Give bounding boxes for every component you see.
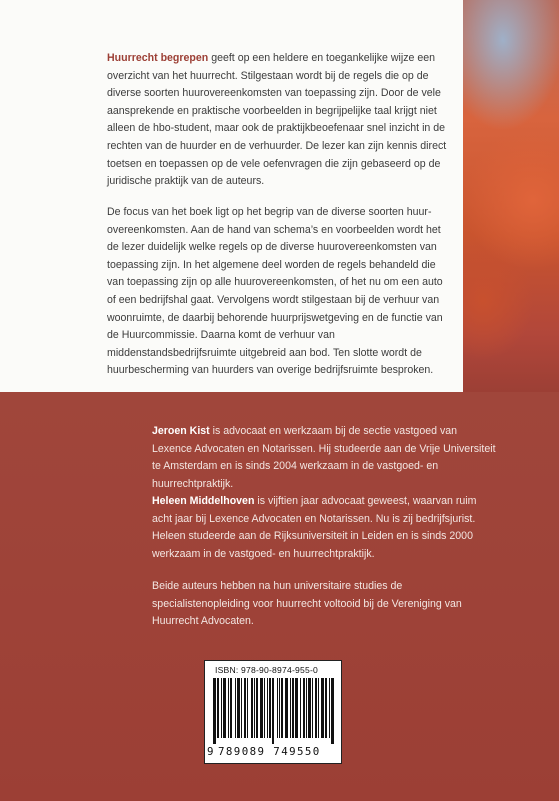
blurb-paragraph-1 xyxy=(107,50,447,191)
barcode-bar xyxy=(322,678,323,738)
author-name-1: Jeroen Kist xyxy=(152,425,210,437)
barcode-bar xyxy=(244,678,245,738)
isbn-label: ISBN: 978-90-8974-955-0 xyxy=(215,665,319,675)
barcode-bar xyxy=(254,678,255,738)
barcode-box xyxy=(204,660,342,764)
barcode-bar xyxy=(333,678,334,744)
barcode-bar xyxy=(218,678,219,738)
barcode-bar xyxy=(235,678,236,738)
barcode-bar xyxy=(304,678,305,738)
barcode-bar xyxy=(231,678,232,738)
barcode-bar xyxy=(323,678,324,738)
barcode-bar xyxy=(300,678,301,738)
barcode-bar xyxy=(296,678,297,738)
barcode-bar xyxy=(225,678,226,738)
barcode-bar xyxy=(297,678,298,738)
blurb-panel xyxy=(0,0,463,392)
barcode-bar xyxy=(310,678,311,738)
author-name-2: Heleen Middelhoven xyxy=(152,495,255,507)
author-bio-2-text: is vijftien jaar advocaat geweest, waarvan ruim acht jaar bij Lexence Advocaten en Notarissen. Nu is zij bedrijfsjurist. Heleen studeerde aan de Rijksuniversiteit in Leiden en is sinds 2000 werkzaam in de vastgoed- en huurrechtpraktijk. xyxy=(152,495,477,560)
barcode-bar xyxy=(262,678,263,738)
barcode-bar xyxy=(247,678,248,738)
barcode-bar xyxy=(230,678,231,738)
barcode-bar xyxy=(245,678,246,738)
barcode-bar xyxy=(308,678,309,738)
barcode-bar xyxy=(282,678,283,738)
barcode-bar xyxy=(214,678,215,744)
barcode-bar xyxy=(303,678,304,738)
barcode-bar xyxy=(279,678,280,738)
barcode-bar xyxy=(215,678,216,744)
barcode-bar xyxy=(316,678,317,738)
barcode-bar xyxy=(277,678,278,738)
barcode-bar xyxy=(315,678,316,738)
barcode-bar xyxy=(267,678,268,738)
barcode-bar xyxy=(329,678,330,738)
barcode-bar xyxy=(221,678,222,738)
barcode-bar xyxy=(228,678,229,738)
barcode-bar xyxy=(290,678,291,738)
barcode-bar xyxy=(224,678,225,738)
barcode-bar xyxy=(256,678,257,738)
cover-photo-strip xyxy=(463,0,559,392)
blurb-paragraph-1-text: geeft op een heldere en toegankelijke wijze een overzicht van het huurrecht. Stilgestaan wordt bij de regels die op de diverse soorten huurovereenkomsten van toepassing zijn. Door de vele aansprekende en praktische voorbeelden in begrijpelijke taal krijgt niet alleen de hbo-student, maar ook de praktijkbeoefenaar snel inzicht in de rechten van de huurder en de verhuurder. De lezer kan zijn kennis direct toetsen en toepassen op de vele oefenvragen die zijn gebaseerd op de juridische praktijk van de auteurs. xyxy=(107,52,447,188)
barcode-first-digit: 9 xyxy=(207,745,215,758)
barcode-bar xyxy=(238,678,239,738)
barcode-bar xyxy=(293,678,294,738)
barcode-bar xyxy=(269,678,270,738)
barcode-bar xyxy=(287,678,288,738)
blurb-paragraph-2: De focus van het boek ligt op het begrip van de diverse soorten huur-overeenkomsten. Aan de hand van schema’s en voorbeelden wordt het de lezer duidelijk welke regels op de diverse huurovereenkomsten van toepassing zijn. In het algemene deel worden de regels behandeld die van toepassing zijn op alle huurovereenkomsten, of het nu om een auto of een bedrijfshal gaat. Vervolgens wordt stilgestaan bij de verhuur van woonruimte, de daarbij behorende huurprijswetgeving en de functie van de Huurcommissie. Daarna komt de verhuur van middenstandsbedrijfsruimte uitgebreid aan bod. Ten slotte wordt de huurbescherming van huurders van overige bedrijfsruimte besproken. xyxy=(107,206,443,377)
barcode-image xyxy=(213,678,335,744)
barcode-bar xyxy=(332,678,333,744)
barcode-bar xyxy=(321,678,322,738)
barcode-bar xyxy=(270,678,271,738)
barcode-bar xyxy=(325,678,326,738)
book-title-lead: Huurrecht begrepen xyxy=(107,52,209,64)
barcode-bar xyxy=(318,678,319,738)
barcode-bar xyxy=(213,678,214,744)
barcode-bar xyxy=(292,678,293,738)
authors-closing-note: Beide auteurs hebben na hun universitaire studies de specialistenopleiding voor huurrecht voltooid bij de Vereniging van Huurrecht Advocaten. xyxy=(152,580,462,628)
barcode-bar xyxy=(295,678,296,738)
barcode-bar xyxy=(331,678,332,744)
barcode-bar xyxy=(306,678,307,738)
barcode-bar xyxy=(241,678,242,738)
barcode-bar xyxy=(261,678,262,738)
barcode-bar xyxy=(326,678,327,738)
barcode-bar xyxy=(264,678,265,738)
barcode-bar xyxy=(309,678,310,738)
barcode-bar xyxy=(273,678,274,744)
barcode-bar xyxy=(251,678,252,738)
barcode-bar xyxy=(257,678,258,738)
barcode-bar xyxy=(260,678,261,738)
barcode-bar xyxy=(281,678,282,738)
barcode-bar xyxy=(272,678,273,744)
barcode-bar xyxy=(237,678,238,738)
barcode-bar xyxy=(312,678,313,738)
barcode-bar xyxy=(252,678,253,738)
barcode-bar xyxy=(223,678,224,738)
barcode-bar xyxy=(217,678,218,738)
barcode-bar xyxy=(239,678,240,738)
barcode-bar xyxy=(286,678,287,738)
author-bio-2 xyxy=(152,493,497,563)
author-bio-1 xyxy=(152,423,497,493)
barcode-bar xyxy=(285,678,286,738)
barcode-rest-digits: 789089 749550 xyxy=(218,745,321,758)
author-bio-1-text: is advocaat en werkzaam bij de sectie vastgoed van Lexence Advocaten en Notarissen. Hij studeerde aan de Vrije Universiteit te Amsterdam en is sinds 2004 werkzaam in de vastgoed- en huurrechtpraktijk. xyxy=(152,425,496,490)
